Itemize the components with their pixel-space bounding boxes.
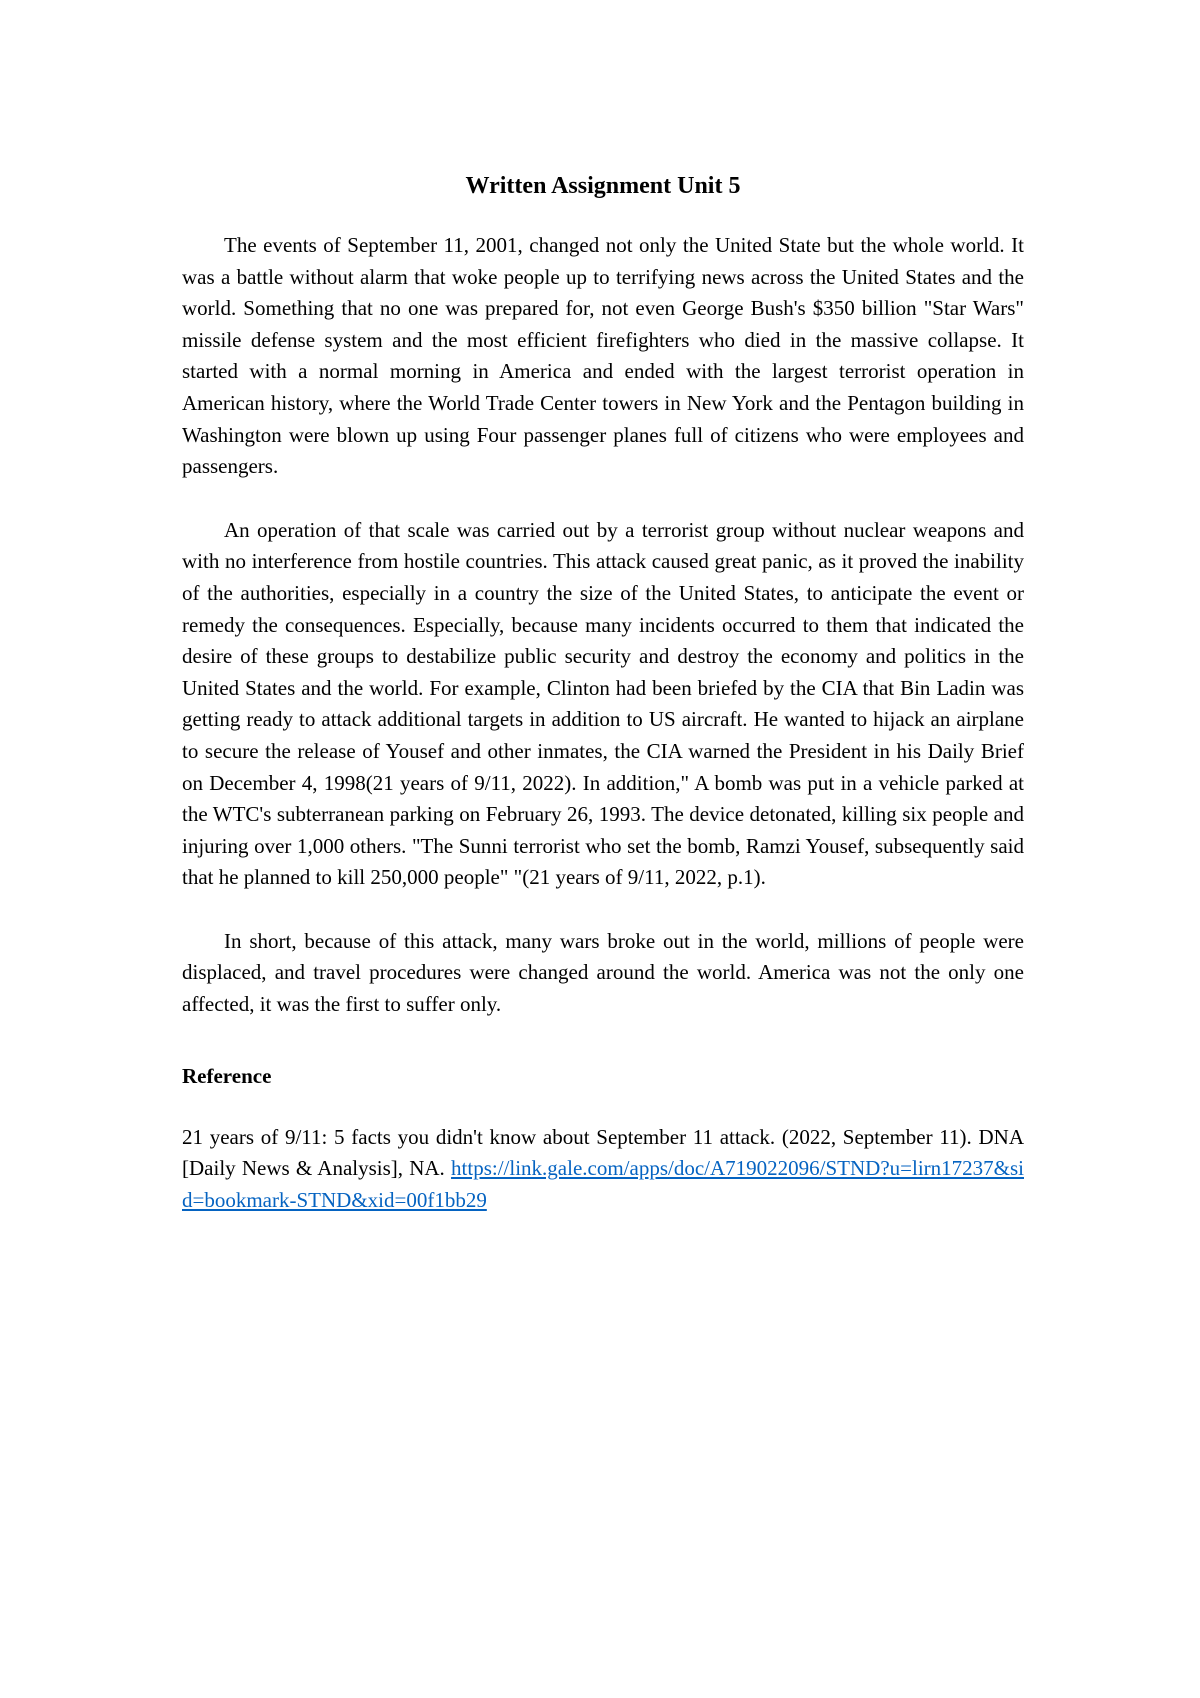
paragraph-3: In short, because of this attack, many wars broke out in the world, millions of people were displaced, and travel procedures were changed around the world. America was not the only one affected, it was the first to suffer only. <box>182 928 1024 1017</box>
reference-link[interactable]: https://link.gale.com/apps/doc/A719022096/STND?u=lirn17237&sid=bookmark-STND&xid=00f1bb29 <box>182 1156 1024 1212</box>
document-title: Written Assignment Unit 5 <box>465 173 741 199</box>
reference-entry <box>182 1122 1024 1217</box>
reference-heading: Reference <box>182 1063 272 1088</box>
paragraph-1: The events of September 11, 2001, changed not only the United State but the whole world. It was a battle without alarm that woke people up to terrifying news across the United States and the world. Something that no one was prepared for, not even George Bush's $350 billion "Star Wars" missile defense system and the most efficient firefighters who died in the massive collapse. It started with a normal morning in America and ended with the largest terrorist operation in American history, where the World Trade Center towers in New York and the Pentagon building in Washington were blown up using Four passenger planes full of citizens who were employees and passengers. <box>182 233 1024 479</box>
reference-citation: 21 years of 9/11: 5 facts you didn't know about September 11 attack. (2022, September 11). DNA [Daily News & Analysis], NA. <box>182 1124 1024 1181</box>
paragraph-2: An operation of that scale was carried out by a terrorist group without nuclear weapons and with no interference from hostile countries. This attack caused great panic, as it proved the inability of the authorities, especially in a country the size of the United States, to anticipate the event or remedy the consequences. Especially, because many incidents occurred to them that indicated the desire of these groups to destabilize public security and destroy the economy and politics in the United States and the world. For example, Clinton had been briefed by the CIA that Bin Ladin was getting ready to attack additional targets in addition to US aircraft. He wanted to hijack an airplane to secure the release of Yousef and other inmates, the CIA warned the President in his Daily Brief on December 4, 1998(21 years of 9/11, 2022). In addition," A bomb was put in a vehicle parked at the WTC's subterranean parking on February 26, 1993. The device detonated, killing six people and injuring over 1,000 others. "The Sunni terrorist who set the bomb, Ramzi Yousef, subsequently said that he planned to kill 250,000 people" "(21 years of 9/11, 2022, p.1). <box>182 517 1024 890</box>
document-page <box>182 170 1024 1216</box>
